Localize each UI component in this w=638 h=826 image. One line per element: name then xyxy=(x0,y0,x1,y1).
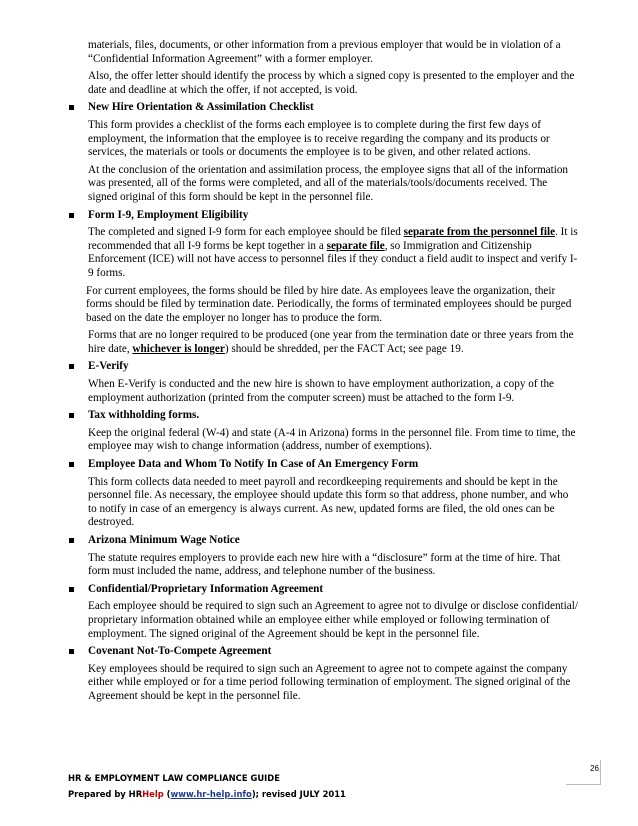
footer-prepared-line xyxy=(68,786,588,802)
paragraph: This form collects data needed to meet payroll and recordkeeping requirements and should be kept in the personnel file. As necessary, the employee should update this form so that address, phone number, and who to notify in case of an emergency is always current. As new, updated forms are filed, the old ones can be destroyed. xyxy=(88,475,569,529)
section-heading xyxy=(88,101,578,115)
page-number-text: 26 xyxy=(590,764,599,773)
emphasized-text: separate from the personnel file xyxy=(403,226,556,239)
paragraph-text: ) should be shredded, per the FACT Act; see page 19. xyxy=(224,342,464,355)
paragraph-text: , so Immigration and Citizenship Enforcement (ICE) will not have access to personnel files if they conduct a field audit to inspect and verify I-9 forms. xyxy=(88,239,578,279)
section-heading-text: Covenant Not-To-Compete Agreement xyxy=(88,645,272,658)
footer-revised: ); revised JULY 2011 xyxy=(251,789,346,799)
page-body xyxy=(68,39,578,708)
footer-prepared-by: Prepared by HR xyxy=(68,789,143,799)
footer-website-link[interactable]: www.hr-help.info xyxy=(170,789,252,799)
paragraph-text: Forms that are no longer required to be produced (one year from the termination date or three years from the hire date, xyxy=(88,329,574,355)
section-heading xyxy=(88,360,578,374)
paragraph: Keep the original federal (W-4) and state (A-4 in Arizona) forms in the personnel file. From time to time, the employee may wish to change information (address, number of exemptions). xyxy=(88,426,576,453)
section-heading-text: Arizona Minimum Wage Notice xyxy=(88,534,240,546)
paragraph: At the conclusion of the orientation and assimilation process, the employee signs that all of the information was presented, all of the forms were completed, and all of the materials/tools/documents received. The signed original of this form should be kept in the personnel file. xyxy=(88,163,569,203)
paragraph xyxy=(88,226,578,280)
square-bullet-icon xyxy=(69,587,74,592)
section-heading xyxy=(88,645,578,659)
section-heading-text: Tax withholding forms. xyxy=(88,409,200,422)
square-bullet-icon xyxy=(69,213,74,218)
emphasized-text: whichever is longer xyxy=(132,342,225,355)
square-bullet-icon xyxy=(69,413,74,418)
section-heading xyxy=(88,583,578,597)
footer-brand-help: Help xyxy=(142,789,164,799)
section-heading-text: New Hire Orientation & Assimilation Checklist xyxy=(88,101,314,114)
paragraph-text: The completed and signed I-9 form for each employee should be filed xyxy=(88,226,404,239)
paragraph: When E-Verify is conducted and the new hire is shown to have employment authorization, a copy of the employment authorization (printed from the computer screen) must be attached to the form I-9. xyxy=(88,378,555,404)
square-bullet-icon xyxy=(69,649,74,654)
paragraph: materials, files, documents, or other information from a previous employer that would be in violation of a “Confidential Information Agreement” with a former employer. xyxy=(88,39,561,65)
paragraph: Also, the offer letter should identify the process by which a signed copy is presented to the employer and the date and deadline at which the offer, if not accepted, is void. xyxy=(88,70,575,96)
square-bullet-icon xyxy=(69,105,74,110)
footer-title: HR & EMPLOYMENT LAW COMPLIANCE GUIDE xyxy=(68,773,280,783)
paragraph-text: . It is recommended that all I-9 forms be kept together in a xyxy=(88,226,578,252)
square-bullet-icon xyxy=(69,462,74,467)
section-heading-text: Confidential/Proprietary Information Agreement xyxy=(88,582,324,595)
paragraph: The statute requires employers to provide each new hire with a “disclosure” form at the time of hire. That form must included the name, address, and telephone number of the business. xyxy=(88,551,561,578)
paragraph xyxy=(88,329,578,356)
section-heading-text: Form I-9, Employment Eligibility xyxy=(88,208,249,221)
section-heading-text: E-Verify xyxy=(88,360,129,373)
paragraph: This form provides a checklist of the forms each employee is to complete during the first few days of employment, the information that the employee is to receive regarding the company and its products or services, the materials or tools or documents the employee is to be given, and other related actions. xyxy=(88,118,550,159)
section-heading-text: Employee Data and Whom To Notify In Case of An Emergency Form xyxy=(88,458,419,471)
paragraph: Each employee should be required to sign such an Agreement to agree not to divulge or disclose confidential/ proprietary information obtained while an employee either while employed or following termination of employment. The signed original of the Agreement should be kept in the personnel file. xyxy=(88,600,578,640)
section-heading xyxy=(88,534,578,548)
square-bullet-icon xyxy=(69,538,74,543)
section-heading xyxy=(88,458,578,472)
paragraph: Key employees should be required to sign such an Agreement to agree not to compete against the company either while employed or for a time period following termination of employment. The signed original of the Agreement should be kept in the personnel file. xyxy=(88,662,571,702)
page-footer xyxy=(68,770,588,802)
section-heading xyxy=(88,409,578,423)
paragraph: For current employees, the forms should be filed by hire date. As employees leave the organization, their forms should be filed by termination date. Periodically, the forms of terminated employees should be purged based on the date the employer no longer has to produce the form. xyxy=(86,284,572,324)
section-heading xyxy=(88,209,578,223)
emphasized-text: separate file xyxy=(326,239,385,252)
square-bullet-icon xyxy=(69,364,74,369)
footer-open-paren: ( xyxy=(163,789,171,799)
